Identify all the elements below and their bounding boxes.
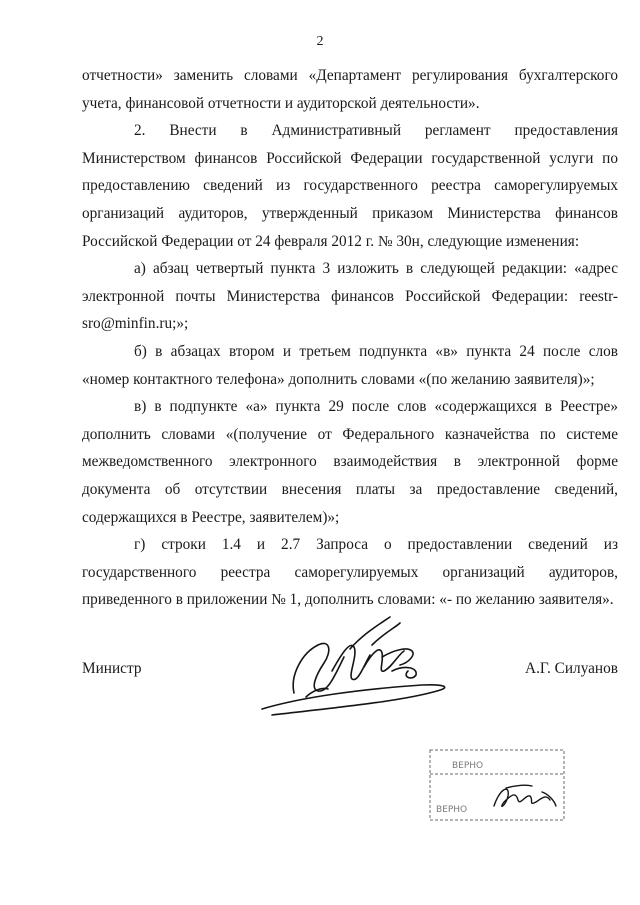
handwritten-signature — [232, 605, 484, 723]
paragraph-subitem-a: а) абзац четвертый пункта 3 изложить в следующей редакции: «адрес электронной почты Министерства финансов Российской Федерации: reestr-sro@minfin.ru;»; — [82, 260, 618, 333]
paragraph-subitem-g: г) строки 1.4 и 2.7 Запроса о предоставлении сведений из государственного реестра саморегулируемых организаций аудиторов, приведенного в приложении № 1, дополнить словами: «- по желанию заявителя». — [82, 536, 618, 609]
page-number: 2 — [316, 34, 324, 49]
paragraph-subitem-b: б) в абзацах втором и третьем подпункта «в» пункта 24 после слов «номер контактного телефона» дополнить словами «(по желанию заявителя)»; — [82, 342, 618, 388]
signatory-name: А.Г. Силуанов — [525, 660, 618, 677]
paragraph-item-2: 2. Внести в Административный регламент предоставления Министерством финансов Российской Федерации государственной услуги по предоставлению сведений из государственного реестра саморегулируемых организаций аудиторов, утвержденный приказом Министерства финансов Российской Федерации от 24 февраля 2012 г. № 30н, следующие изменения: — [82, 122, 618, 250]
document-body — [82, 62, 618, 614]
stamp-line-bottom: ВЕРНО — [436, 805, 468, 815]
stamp-line-top: ВЕРНО — [452, 761, 484, 771]
signatory-title: Министр — [82, 660, 142, 677]
paragraph-continuation: отчетности» заменить словами «Департамент регулирования бухгалтерского учета, финансовой отчетности и аудиторской деятельности». — [82, 67, 618, 112]
verification-stamp — [424, 744, 574, 828]
paragraph-subitem-v: в) в подпункте «а» пункта 29 после слов «содержащихся в Реестре» дополнить словами «(получение от Федерального казначейства по системе межведомственного электронного взаимодействия в электронной форме документа об отсутствии внесения платы за предоставление сведений, содержащихся в Реестре, заявителем)»; — [82, 398, 618, 526]
